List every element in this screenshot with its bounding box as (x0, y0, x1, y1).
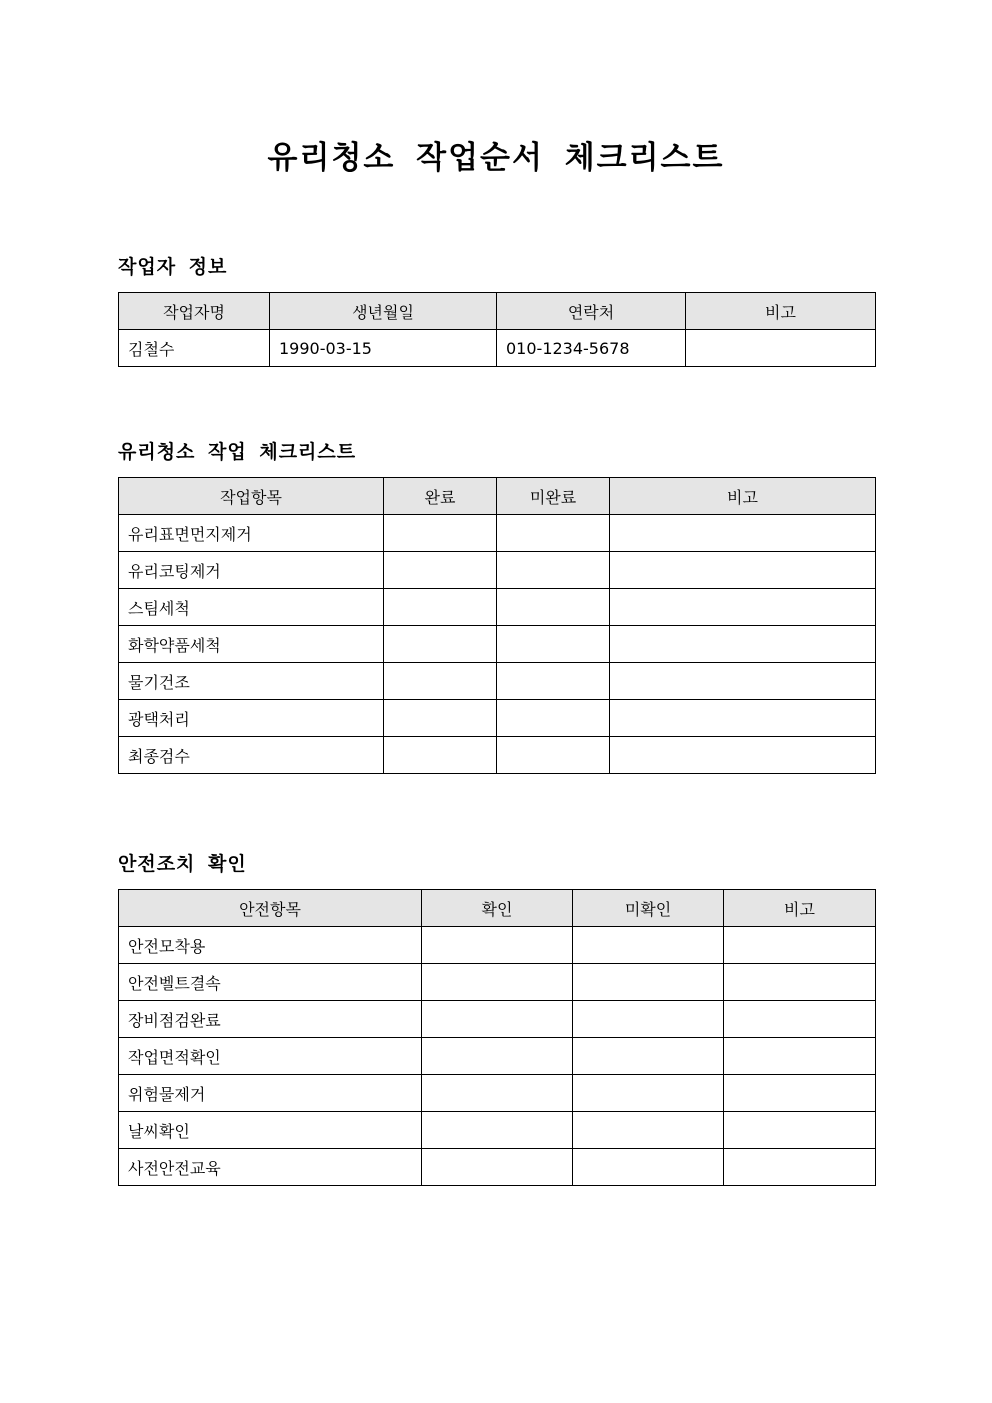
table-row (119, 1001, 876, 1038)
cell-remarks[interactable] (610, 552, 876, 589)
table-row (119, 589, 876, 626)
table-row (119, 964, 876, 1001)
cell-unconfirmed[interactable] (573, 1001, 724, 1038)
cell-remarks[interactable] (610, 700, 876, 737)
cell-done[interactable] (384, 552, 497, 589)
header-birthdate: 생년월일 (270, 293, 497, 330)
header-unconfirmed: 미확인 (573, 890, 724, 927)
table-header-row (119, 478, 876, 515)
cell-task-item: 화학약품세척 (119, 626, 384, 663)
cell-confirmed[interactable] (422, 1001, 573, 1038)
worker-info-table (118, 292, 876, 367)
header-confirmed: 확인 (422, 890, 573, 927)
cell-remarks[interactable] (686, 330, 876, 367)
cell-confirmed[interactable] (422, 927, 573, 964)
cell-unconfirmed[interactable] (573, 1112, 724, 1149)
section-title-worker-info: 작업자 정보 (118, 256, 228, 278)
cell-safety-item: 안전모착용 (119, 927, 422, 964)
header-safety-item: 안전항목 (119, 890, 422, 927)
cell-task-item: 최종검수 (119, 737, 384, 774)
header-done: 완료 (384, 478, 497, 515)
table-row (119, 1038, 876, 1075)
cell-remarks[interactable] (610, 589, 876, 626)
cell-confirmed[interactable] (422, 1038, 573, 1075)
cell-not-done[interactable] (497, 552, 610, 589)
cell-not-done[interactable] (497, 700, 610, 737)
table-header-row (119, 293, 876, 330)
document-title: 유리청소 작업순서 체크리스트 (267, 140, 725, 176)
cell-task-item: 유리코팅제거 (119, 552, 384, 589)
table-row (119, 737, 876, 774)
cell-remarks[interactable] (610, 515, 876, 552)
cell-unconfirmed[interactable] (573, 927, 724, 964)
cell-confirmed[interactable] (422, 964, 573, 1001)
cell-confirmed[interactable] (422, 1112, 573, 1149)
cell-not-done[interactable] (497, 515, 610, 552)
cell-not-done[interactable] (497, 663, 610, 700)
cell-remarks[interactable] (724, 1112, 876, 1149)
table-row (119, 927, 876, 964)
table-row (119, 552, 876, 589)
header-remarks: 비고 (610, 478, 876, 515)
header-not-done: 미완료 (497, 478, 610, 515)
table-row (119, 700, 876, 737)
cell-not-done[interactable] (497, 737, 610, 774)
cell-safety-item: 장비점검완료 (119, 1001, 422, 1038)
cell-done[interactable] (384, 737, 497, 774)
header-remarks: 비고 (686, 293, 876, 330)
header-remarks: 비고 (724, 890, 876, 927)
header-worker-name: 작업자명 (119, 293, 270, 330)
cell-remarks[interactable] (724, 964, 876, 1001)
table-row (119, 1149, 876, 1186)
table-row (119, 1112, 876, 1149)
cell-safety-item: 날씨확인 (119, 1112, 422, 1149)
cell-remarks[interactable] (724, 1038, 876, 1075)
table-row (119, 626, 876, 663)
header-contact: 연락처 (497, 293, 686, 330)
section-title-cleaning-checklist: 유리청소 작업 체크리스트 (118, 441, 357, 463)
cell-done[interactable] (384, 663, 497, 700)
cell-safety-item: 위험물제거 (119, 1075, 422, 1112)
cell-task-item: 물기건조 (119, 663, 384, 700)
safety-check-table (118, 889, 876, 1186)
table-row (119, 515, 876, 552)
cell-unconfirmed[interactable] (573, 1075, 724, 1112)
cell-task-item: 광택처리 (119, 700, 384, 737)
cell-done[interactable] (384, 700, 497, 737)
cell-unconfirmed[interactable] (573, 1038, 724, 1075)
cell-task-item: 스팀세척 (119, 589, 384, 626)
cell-contact[interactable]: 010-1234-5678 (497, 330, 686, 367)
cell-remarks[interactable] (724, 1149, 876, 1186)
cell-remarks[interactable] (724, 1001, 876, 1038)
cell-done[interactable] (384, 589, 497, 626)
table-row (119, 330, 876, 367)
cell-remarks[interactable] (610, 663, 876, 700)
cell-safety-item: 안전벨트결속 (119, 964, 422, 1001)
table-header-row (119, 890, 876, 927)
section-title-safety-check: 안전조치 확인 (118, 853, 247, 875)
cell-confirmed[interactable] (422, 1149, 573, 1186)
cell-confirmed[interactable] (422, 1075, 573, 1112)
cell-remarks[interactable] (724, 927, 876, 964)
cell-not-done[interactable] (497, 589, 610, 626)
cell-unconfirmed[interactable] (573, 1149, 724, 1186)
cell-remarks[interactable] (724, 1075, 876, 1112)
cell-unconfirmed[interactable] (573, 964, 724, 1001)
table-row (119, 663, 876, 700)
cell-done[interactable] (384, 515, 497, 552)
cell-task-item: 유리표면먼지제거 (119, 515, 384, 552)
cell-done[interactable] (384, 626, 497, 663)
cell-birthdate[interactable]: 1990-03-15 (270, 330, 497, 367)
table-row (119, 1075, 876, 1112)
cell-remarks[interactable] (610, 626, 876, 663)
cell-safety-item: 작업면적확인 (119, 1038, 422, 1075)
cell-safety-item: 사전안전교육 (119, 1149, 422, 1186)
cleaning-checklist-table (118, 477, 876, 774)
header-task-item: 작업항목 (119, 478, 384, 515)
cell-remarks[interactable] (610, 737, 876, 774)
cell-worker-name[interactable]: 김철수 (119, 330, 270, 367)
cell-not-done[interactable] (497, 626, 610, 663)
